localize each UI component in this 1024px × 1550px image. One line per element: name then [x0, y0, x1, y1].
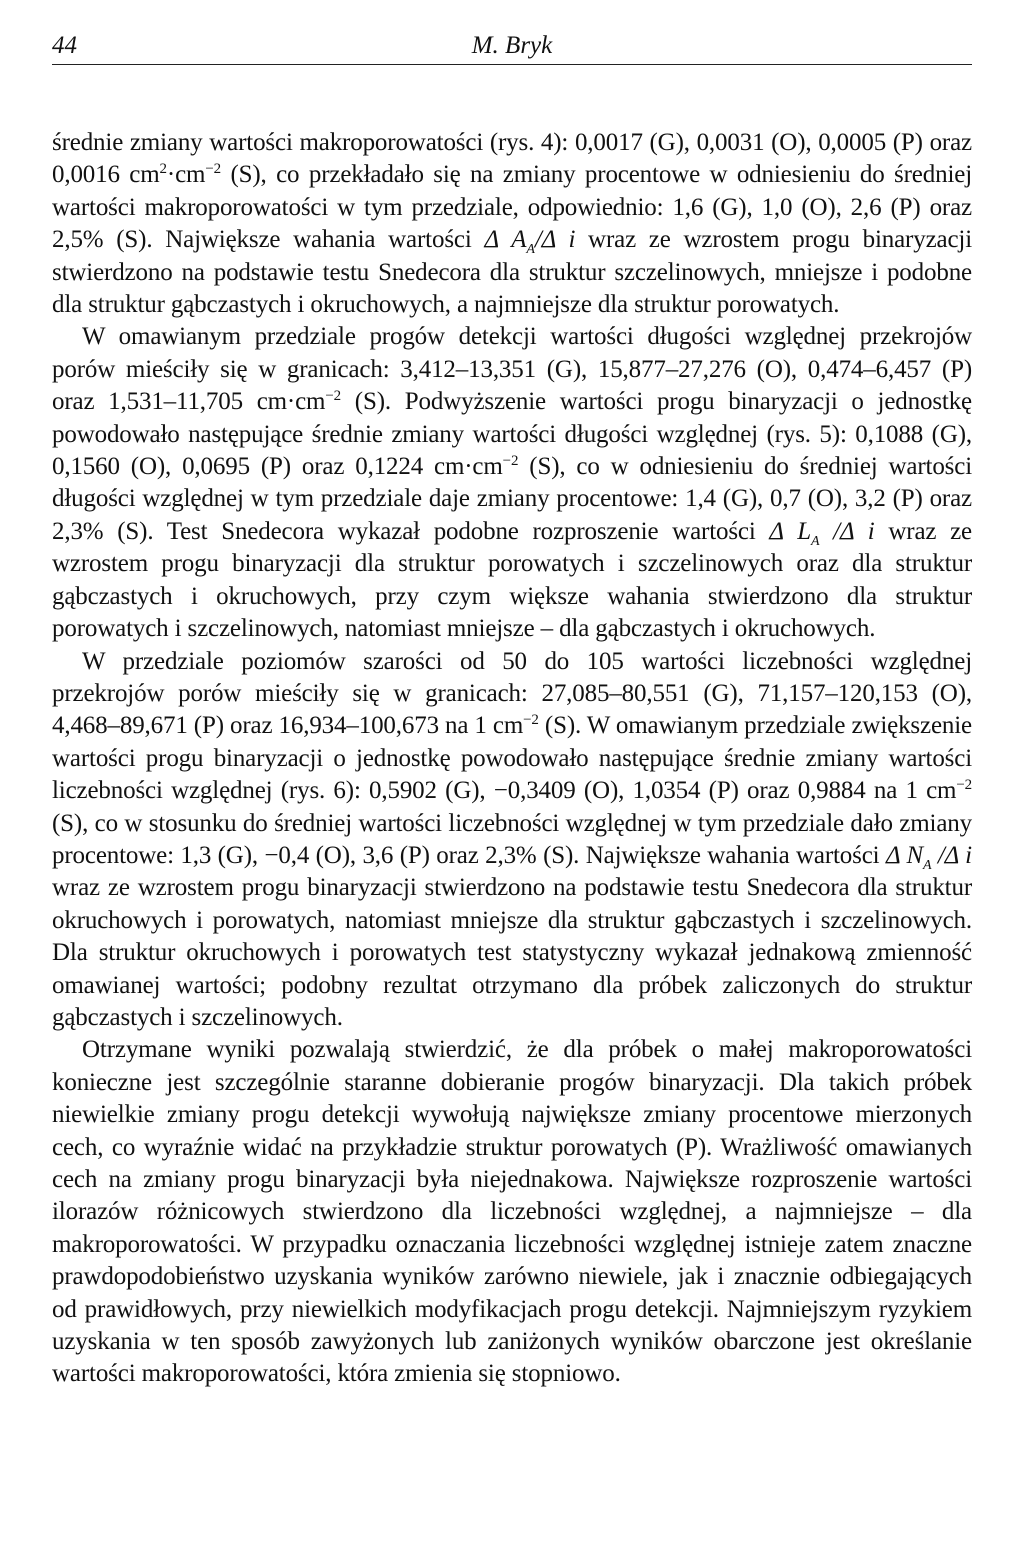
body-text	[52, 127, 972, 1391]
subscript: A	[526, 242, 535, 258]
text-run: (S), co w stosunku do średniej wartości liczebności względnej w tym przedziale dało zmiany procentowe: 1,3 (G), −0,4 (O), 3,6 (P) oraz 2,3% (S). Największe wahania wartości	[52, 809, 972, 869]
page	[52, 30, 972, 1391]
paragraph-2	[52, 321, 972, 645]
text-run: (S). W omawianym przedziale zwiększenie wartości progu binaryzacji o jednostkę powodowało następujące średnie zmiany wartości liczebności względnej (rys. 6): 0,5902 (G), −0,3409 (O), 1,0354 (P) oraz 0,9884 na 1 cm	[52, 712, 972, 805]
text-run: W omawianym przedziale progów detekcji wartości długości względnej przekrojów porów mieściły się w granicach: 3,412–13,351 (G), 15,877–27,276 (O), 0,474–6,457 (P) oraz 1,531–11,705 cm·cm	[52, 323, 972, 416]
text-run: Otrzymane wyniki pozwalają stwierdzić, że dla próbek o małej makroporowatości konieczne jest szczególnie staranne dobieranie progów binaryzacji. Dla takich próbek niewielkie zmiany progu detekcji wywołują największe zmiany procentowe mierzonych cech, co wyraźnie widać na przykładzie struktur porowatych (P). Wrażliwość omawianych cech na zmiany progu binaryzacji była niejednakowa. Największe rozproszenie wartości ilorazów różnicowych stwierdzono dla liczebności względnej, a najmniejsze – dla makroporowatości. W przypadku oznaczania liczebności względnej istnieje zatem znaczne prawdopodobieństwo uzyskania wyników zarówno niewiele, jak i znacznie odbiegających od prawidłowych, przy niewielkich modyfikacjach progu detekcji. Najmniejszym ryzykiem uzyskania w ten sposób zawyżonych lub zaniżonych wyników obarczone jest określanie wartości makroporowatości, która zmienia się stopniowo.	[52, 1036, 972, 1388]
math-symbol: /Δ i	[819, 517, 875, 545]
subscript: A	[811, 533, 820, 549]
superscript: −2	[523, 712, 539, 729]
math-symbol: Δ A	[484, 226, 527, 254]
paragraph-1	[52, 127, 972, 321]
paragraph-4	[52, 1034, 972, 1390]
superscript: −2	[956, 777, 972, 794]
math-symbol: /Δ i	[534, 226, 576, 254]
subscript: A	[923, 857, 932, 873]
superscript: −2	[325, 388, 342, 405]
text-run: średnie zmiany wartości makroporowatości (rys. 4): 0,0017 (G), 0,0031 (O), 0,0005 (P) oraz 0,0016 cm	[52, 129, 972, 189]
text-run: wraz ze wzrostem progu binaryzacji stwierdzono na podstawie testu Snedecora dla struktur okruchowych i porowatych, natomiast mniejsze dla struktur gąbczastych i szczelinowych. Dla struktur okruchowych i porowatych test statystyczny wykazał jednakową zmienność omawianej wartości; podobny rezultat otrzymano dla próbek zaliczonych do struktur gąbczastych i szczelinowych.	[52, 874, 972, 1031]
running-header	[52, 30, 972, 65]
superscript: 2	[159, 161, 167, 178]
superscript: −2	[502, 453, 519, 470]
superscript: −2	[205, 161, 221, 178]
text-run: wraz ze wzrostem progu binaryzacji stwierdzono na podstawie testu Snedecora dla struktur szczelinowych, mniejsze i podobne dla struktur gąbczastych i okruchowych, a najmniejsze dla struktur porowatych.	[52, 226, 973, 319]
text-run: (S), co przekładało się na zmiany procentowe w odniesieniu do średniej wartości makroporowatości w tym przedziale, odpowiednio: 1,6 (G), 1,0 (O), 2,6 (P) oraz 2,5% (S). Największe wahania wartości	[52, 161, 972, 254]
page-number: 44	[52, 32, 77, 59]
math-symbol: Δ N	[885, 841, 923, 869]
text-run: wraz ze wzrostem progu binaryzacji dla struktur porowatych i szczelinowych oraz dla struktur gąbczastych i okruchowych, przy czym większe wahania stwierdzono dla struktur porowatych i szczelinowych, natomiast mniejsze – dla gąbczastych i okruchowych.	[52, 517, 972, 643]
text-run: ·cm	[166, 161, 206, 189]
running-title: M. Bryk	[471, 32, 553, 59]
math-symbol: /Δ i	[931, 841, 972, 869]
paragraph-3	[52, 646, 972, 1035]
text-run: (S). Podwyższenie wartości progu binaryzacji o jednostkę powodowało następujące średnie zmiany wartości długości względnej (rys. 5): 0,1088 (G), 0,1560 (O), 0,0695 (P) oraz 0,1224 cm·cm	[52, 388, 972, 481]
math-symbol: Δ L	[769, 517, 812, 545]
text-run: (S), co w odniesieniu do średniej wartości długości względnej w tym przedziale daje zmiany procentowe: 1,4 (G), 0,7 (O), 3,2 (P) oraz 2,3% (S). Test Snedecora wykazał podobne rozproszenie wartości	[52, 453, 972, 545]
text-run: W przedziale poziomów szarości od 50 do 105 wartości liczebności względnej przekrojów porów mieściły się w granicach: 27,085–80,551 (G), 71,157–120,153 (O), 4,468–89,671 (P) oraz 16,934–100,673 na 1 cm	[52, 647, 972, 740]
